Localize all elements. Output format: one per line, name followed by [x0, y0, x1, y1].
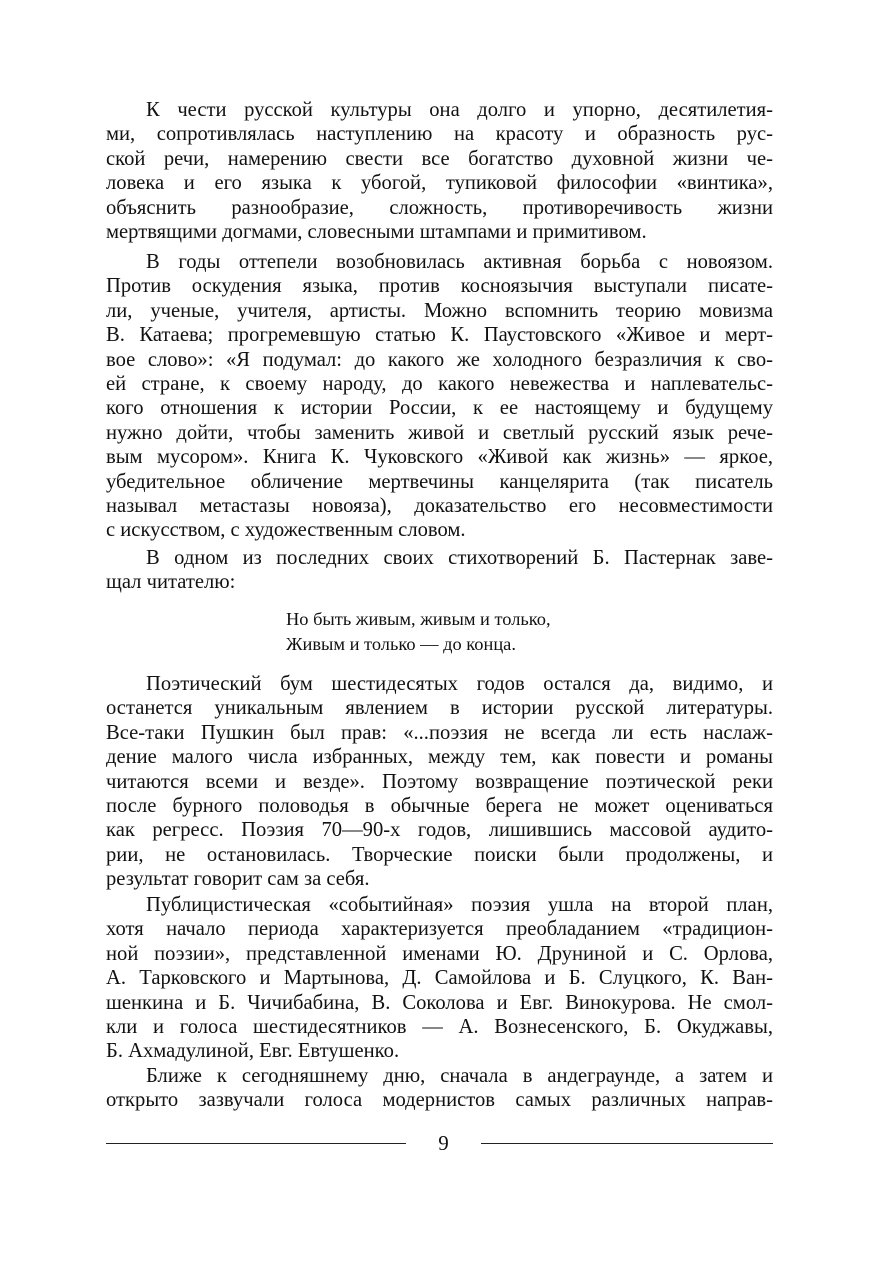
- paragraph-2: [106, 250, 773, 543]
- text-line: после бурного половодья в обычные берега не может оцениваться: [106, 794, 773, 817]
- text-line: ской речи, намерению свести все богатство духовной жизни че-: [106, 147, 773, 170]
- text-line: называл метастазы новояза), доказательство его несовместимости: [106, 494, 773, 517]
- text-line: Ближе к сегодняшнему дню, сначала в андеграунде, а затем и: [146, 1065, 773, 1087]
- paragraph-6: [106, 1064, 773, 1113]
- text-line: Все-таки Пушкин был прав: «...поэзия не всегда ли есть наслаж-: [106, 721, 773, 744]
- text-line: объяснить разнообразие, сложность, противоречивость жизни: [106, 196, 773, 219]
- text-line: вым мусором». Книга К. Чуковского «Живой как жизнь» — яркое,: [106, 446, 773, 469]
- text-line: дение малого числа избранных, между тем, как повести и романы: [106, 746, 773, 769]
- text-line: ми, сопротивлялась наступлению на красоту и образность рус-: [106, 123, 773, 146]
- text-line: ной поэзии», представленной именами Ю. Друниной и С. Орлова,: [106, 942, 773, 965]
- text-line: щал читателю:: [106, 571, 236, 594]
- text-line: ли, ученые, учителя, артисты. Можно вспомнить теорию мовизма: [106, 299, 773, 322]
- text-line: В. Катаева; прогремевшую статью К. Паустовского «Живое и мерт-: [106, 324, 773, 347]
- text-line: ловека и его языка к убогой, тупиковой философии «винтика»,: [106, 172, 773, 195]
- poem-line: Живым и только — до конца.: [286, 633, 516, 654]
- text-line: с искусством, с художественным словом.: [106, 519, 466, 542]
- text-line: нужно дойти, чтобы заменить живой и светлый русский язык рече-: [106, 421, 773, 444]
- text-line: В годы оттепели возобновилась активная борьба с новоязом.: [146, 251, 773, 273]
- text-line: Поэтический бум шестидесятых годов остался да, видимо, и: [146, 673, 773, 695]
- text-line: кого отношения к истории России, к ее настоящему и будущему: [106, 397, 773, 420]
- text-line: мертвящими догмами, словесными штампами и примитивом.: [106, 220, 647, 243]
- text-line: кли и голоса шестидесятников — А. Вознесенского, Б. Окуджавы,: [106, 1015, 773, 1038]
- paragraph-3: [106, 546, 773, 595]
- page-footer: [106, 1130, 773, 1158]
- text-line: открыто зазвучали голоса модернистов самых различных направ-: [106, 1089, 773, 1112]
- text-line: К чести русской культуры она долго и упорно, десятилетия-: [146, 99, 773, 121]
- text-line: останется уникальным явлением в истории русской литературы.: [106, 697, 773, 720]
- page-number: 9: [438, 1131, 449, 1155]
- text-line: вое слово»: «Я подумал: до какого же холодного безразличия к сво-: [106, 348, 773, 371]
- poem-quote: [286, 607, 551, 656]
- text-line: В одном из последних своих стихотворений Б. Пастернак заве-: [146, 547, 773, 569]
- paragraph-5: [106, 893, 773, 1064]
- text-line: убедительное обличение мертвечины канцелярита (так писатель: [106, 470, 773, 493]
- text-line: Б. Ахмадулиной, Евг. Евтушенко.: [106, 1040, 400, 1063]
- footer-rule-right: [481, 1143, 773, 1144]
- poem-line: Но быть живым, живым и только,: [286, 609, 551, 629]
- text-line: Против оскудения языка, против косноязычия выступали писате-: [106, 275, 773, 298]
- text-line: как регресс. Поэзия 70—90-х годов, лишившись массовой аудито-: [106, 819, 773, 842]
- paragraph-4: [106, 672, 773, 892]
- text-line: ей стране, к своему народу, до какого невежества и наплевательс-: [106, 372, 773, 395]
- text-line: хотя начало периода характеризуется преобладанием «традицион-: [106, 918, 773, 941]
- footer-rule-left: [106, 1143, 406, 1144]
- text-line: результат говорит сам за себя.: [106, 868, 370, 891]
- text-line: шенкина и Б. Чичибабина, В. Соколова и Евг. Винокурова. Не смол-: [106, 991, 773, 1014]
- paragraph-1: [106, 98, 773, 244]
- text-line: рии, не остановилась. Творческие поиски были продолжены, и: [106, 843, 773, 866]
- text-line: Публицистическая «событийная» поэзия ушла на второй план,: [146, 894, 773, 916]
- text-line: А. Тарковского и Мартынова, Д. Самойлова и Б. Слуцкого, К. Ван-: [106, 967, 773, 990]
- text-line: читаются всеми и везде». Поэтому возвращение поэтической реки: [106, 770, 773, 793]
